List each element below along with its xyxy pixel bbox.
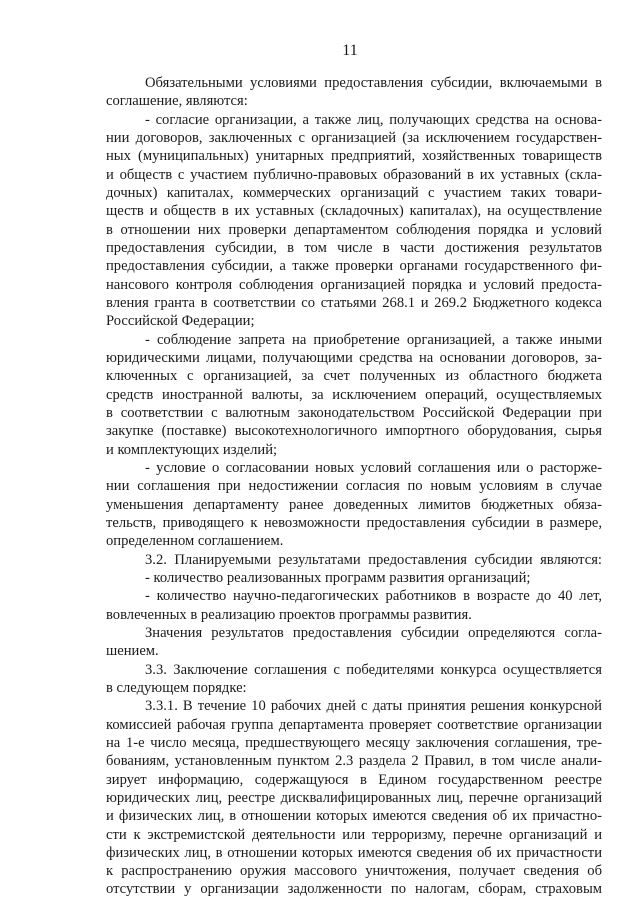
- text-line: предоставления субсидии, в том числе в части достижения результатов: [106, 240, 602, 256]
- text-line: к распространению оружия массового уничтожения, получает сведения об: [106, 863, 602, 879]
- page-number: 11: [342, 42, 358, 59]
- text-line: зирует информацию, содержащуюся в Едином государственном реестре: [106, 772, 602, 788]
- text-line: закупке (поставке) высокотехнологичного импортного оборудования, сырья: [106, 423, 602, 439]
- text-line: в соответствии с валютным законодательством Российской Федерации при: [106, 405, 602, 421]
- text-line: и комплектующих изделий;: [106, 442, 278, 458]
- text-line: тельств, приводящего к невозможности предоставления субсидии в размере,: [106, 515, 602, 531]
- text-line: бованиям, установленным пунктом 2.3 раздела 2 Правил, в том числе анали-: [106, 753, 602, 769]
- text-line: - количество научно-педагогических работников в возрасте до 40 лет,: [145, 588, 602, 604]
- text-line: юридических лиц, реестре дисквалифицированных лиц, перечне организаций: [106, 790, 602, 806]
- text-line: - согласие организации, а также лиц, получающих средства на основа-: [145, 112, 602, 128]
- text-line: средств иностранной валюты, за исключением операций, осуществляемых: [106, 387, 602, 403]
- text-line: 3.2. Планируемыми результатами предоставления субсидии являются:: [145, 552, 602, 568]
- text-line: отсутствии у организации задолженности по налогам, сборам, страховым: [106, 881, 602, 897]
- text-line: Обязательными условиями предоставления субсидии, включаемыми в: [145, 75, 602, 91]
- text-line: нии соглашения при недостижении согласия по новым условиям в случае: [106, 478, 602, 494]
- text-line: физических лиц, в отношении которых имеются сведения об их причастности: [106, 845, 602, 861]
- text-line: комиссией рабочая группа департамента проверяет соответствие организации: [106, 717, 602, 733]
- text-line: 3.3. Заключение соглашения с победителями конкурса осуществляется: [145, 662, 602, 678]
- text-line: - соблюдение запрета на приобретение организацией, а также иными: [145, 332, 602, 348]
- text-line: и обществ с участием публично-правовых образований в их уставных (скла-: [106, 167, 602, 183]
- text-line: 3.3.1. В течение 10 рабочих дней с даты принятия решения конкурсной: [145, 698, 602, 714]
- text-line: сти к экстремистской деятельности или терроризму, перечне организаций и: [106, 827, 602, 843]
- text-line: нии договоров, заключенных с организацией (за исключением государствен-: [106, 130, 602, 146]
- text-line: в отношении них проверки департаментом соблюдения порядка и условий: [106, 222, 602, 238]
- text-line: в следующем порядке:: [106, 680, 247, 696]
- text-line: ных (муниципальных) унитарных предприятий, хозяйственных товариществ: [106, 148, 602, 164]
- text-line: - количество реализованных программ развития организаций;: [145, 570, 531, 586]
- text-line: Российской Федерации;: [106, 313, 255, 329]
- text-line: дочных) капиталах, коммерческих организаций с участием таких товари-: [106, 185, 602, 201]
- text-line: соглашение, являются:: [106, 93, 248, 109]
- text-line: юридическими лицами, получающими средства на основании договоров, за-: [106, 350, 602, 366]
- text-line: вления гранта в соответствии со статьями 268.1 и 269.2 Бюджетного кодекса: [106, 295, 602, 311]
- text-line: на 1-е число месяца, предшествующего месяцу заключения соглашения, тре-: [106, 735, 602, 751]
- text-line: предоставления субсидии, а также проверки органами государственного фи-: [106, 258, 602, 274]
- text-line: уменьшения департаменту ранее доведенных лимитов бюджетных обяза-: [106, 497, 602, 513]
- text-line: определенном соглашением.: [106, 533, 284, 549]
- text-line: ществ и обществ в их уставных (складочных) капиталах), на осуществление: [106, 203, 602, 219]
- text-line: Значения результатов предоставления субсидии определяются согла-: [145, 625, 602, 641]
- text-line: ключенных с организацией, за счет полученных из областного бюджета: [106, 368, 602, 384]
- text-line: нансового контроля соблюдения организацией порядка и условий предоста-: [106, 277, 602, 293]
- text-line: вовлеченных в реализацию проектов программы развития.: [106, 607, 472, 623]
- text-line: шением.: [106, 643, 159, 659]
- text-line: - условие о согласовании новых условий соглашения или о расторже-: [145, 460, 602, 476]
- text-line: и физических лиц, в отношении которых имеются сведения об их причастно-: [106, 808, 602, 824]
